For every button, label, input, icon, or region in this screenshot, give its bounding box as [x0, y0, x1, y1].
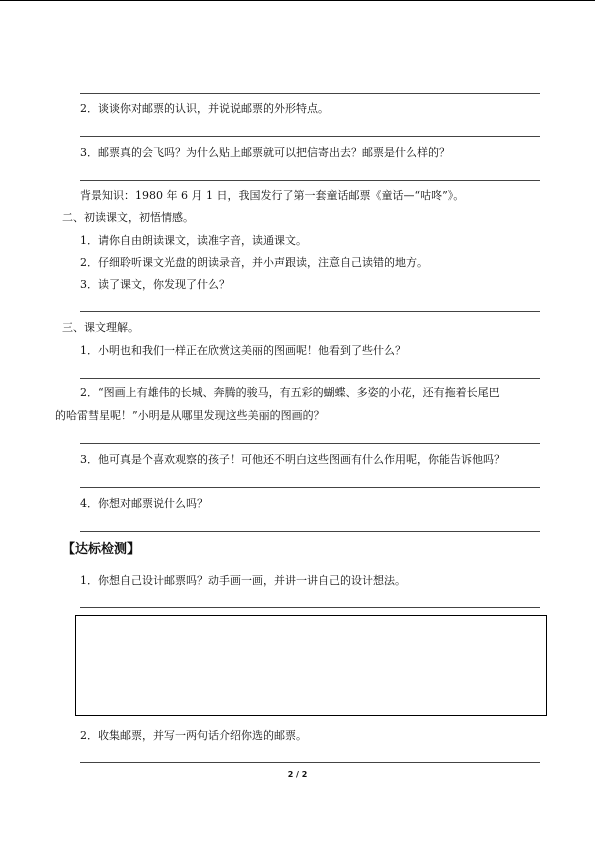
section-3-question-3: 3．他可真是个喜欢观察的孩子！可他还不明白这些图画有什么作用呢，你能告诉他吗？	[80, 453, 505, 466]
answer-line[interactable]	[80, 180, 540, 181]
answer-line[interactable]	[80, 762, 540, 763]
question-3: 3．邮票真的会飞吗？为什么贴上邮票就可以把信寄出去？邮票是什么样的？	[80, 146, 450, 159]
section-3-question-4: 4．你想对邮票说什么吗？	[80, 497, 208, 510]
drawing-box[interactable]	[75, 615, 547, 716]
answer-line[interactable]	[80, 378, 540, 379]
section-2-item-2: 2．仔细聆听课文光盘的朗读录音，并小声跟读，注意自己读错的地方。	[80, 256, 428, 269]
answer-line[interactable]	[80, 136, 540, 137]
answer-line[interactable]	[80, 443, 540, 444]
section-2-item-1: 1．请你自由朗读课文，读准字音，读通课文。	[80, 234, 307, 247]
section-2-item-3: 3．读了课文，你发现了什么？	[80, 278, 230, 291]
section-3-question-2-line-2: 的哈雷彗星呢！”小明是从哪里发现这些美丽的图画的？	[55, 409, 325, 422]
page-number: 2 / 2	[287, 770, 308, 779]
answer-line[interactable]	[80, 607, 540, 608]
assessment-question-2: 2．收集邮票，并写一两句话介绍你选的邮票。	[80, 729, 307, 742]
background-knowledge: 背景知识：1980 年 6 月 1 日，我国发行了第一套童话邮票《童话—“咕咚”》。	[80, 189, 465, 202]
section-3-title: 三、课文理解。	[62, 321, 139, 334]
section-2-title: 二、初读课文，初悟情感。	[62, 211, 194, 224]
assessment-question-1: 1．你想自己设计邮票吗？动手画一画，并讲一讲自己的设计想法。	[80, 574, 406, 587]
answer-line[interactable]	[80, 487, 540, 488]
answer-line[interactable]	[80, 531, 540, 532]
answer-line[interactable]	[80, 93, 540, 94]
section-3-question-2-line-1: 2．“图画上有雄伟的长城、奔腾的骏马，有五彩的蝴蝶、多姿的小花，还有拖着长尾巴	[80, 386, 500, 399]
answer-line[interactable]	[80, 311, 540, 312]
question-2: 2．谈谈你对邮票的认识，并说说邮票的外形特点。	[80, 102, 329, 115]
section-3-question-1: 1．小明也和我们一样正在欣赏这美丽的图画呢！他看到了些什么？	[80, 344, 406, 357]
header-rule	[0, 0, 595, 1]
assessment-heading: 【达标检测】	[62, 542, 141, 557]
